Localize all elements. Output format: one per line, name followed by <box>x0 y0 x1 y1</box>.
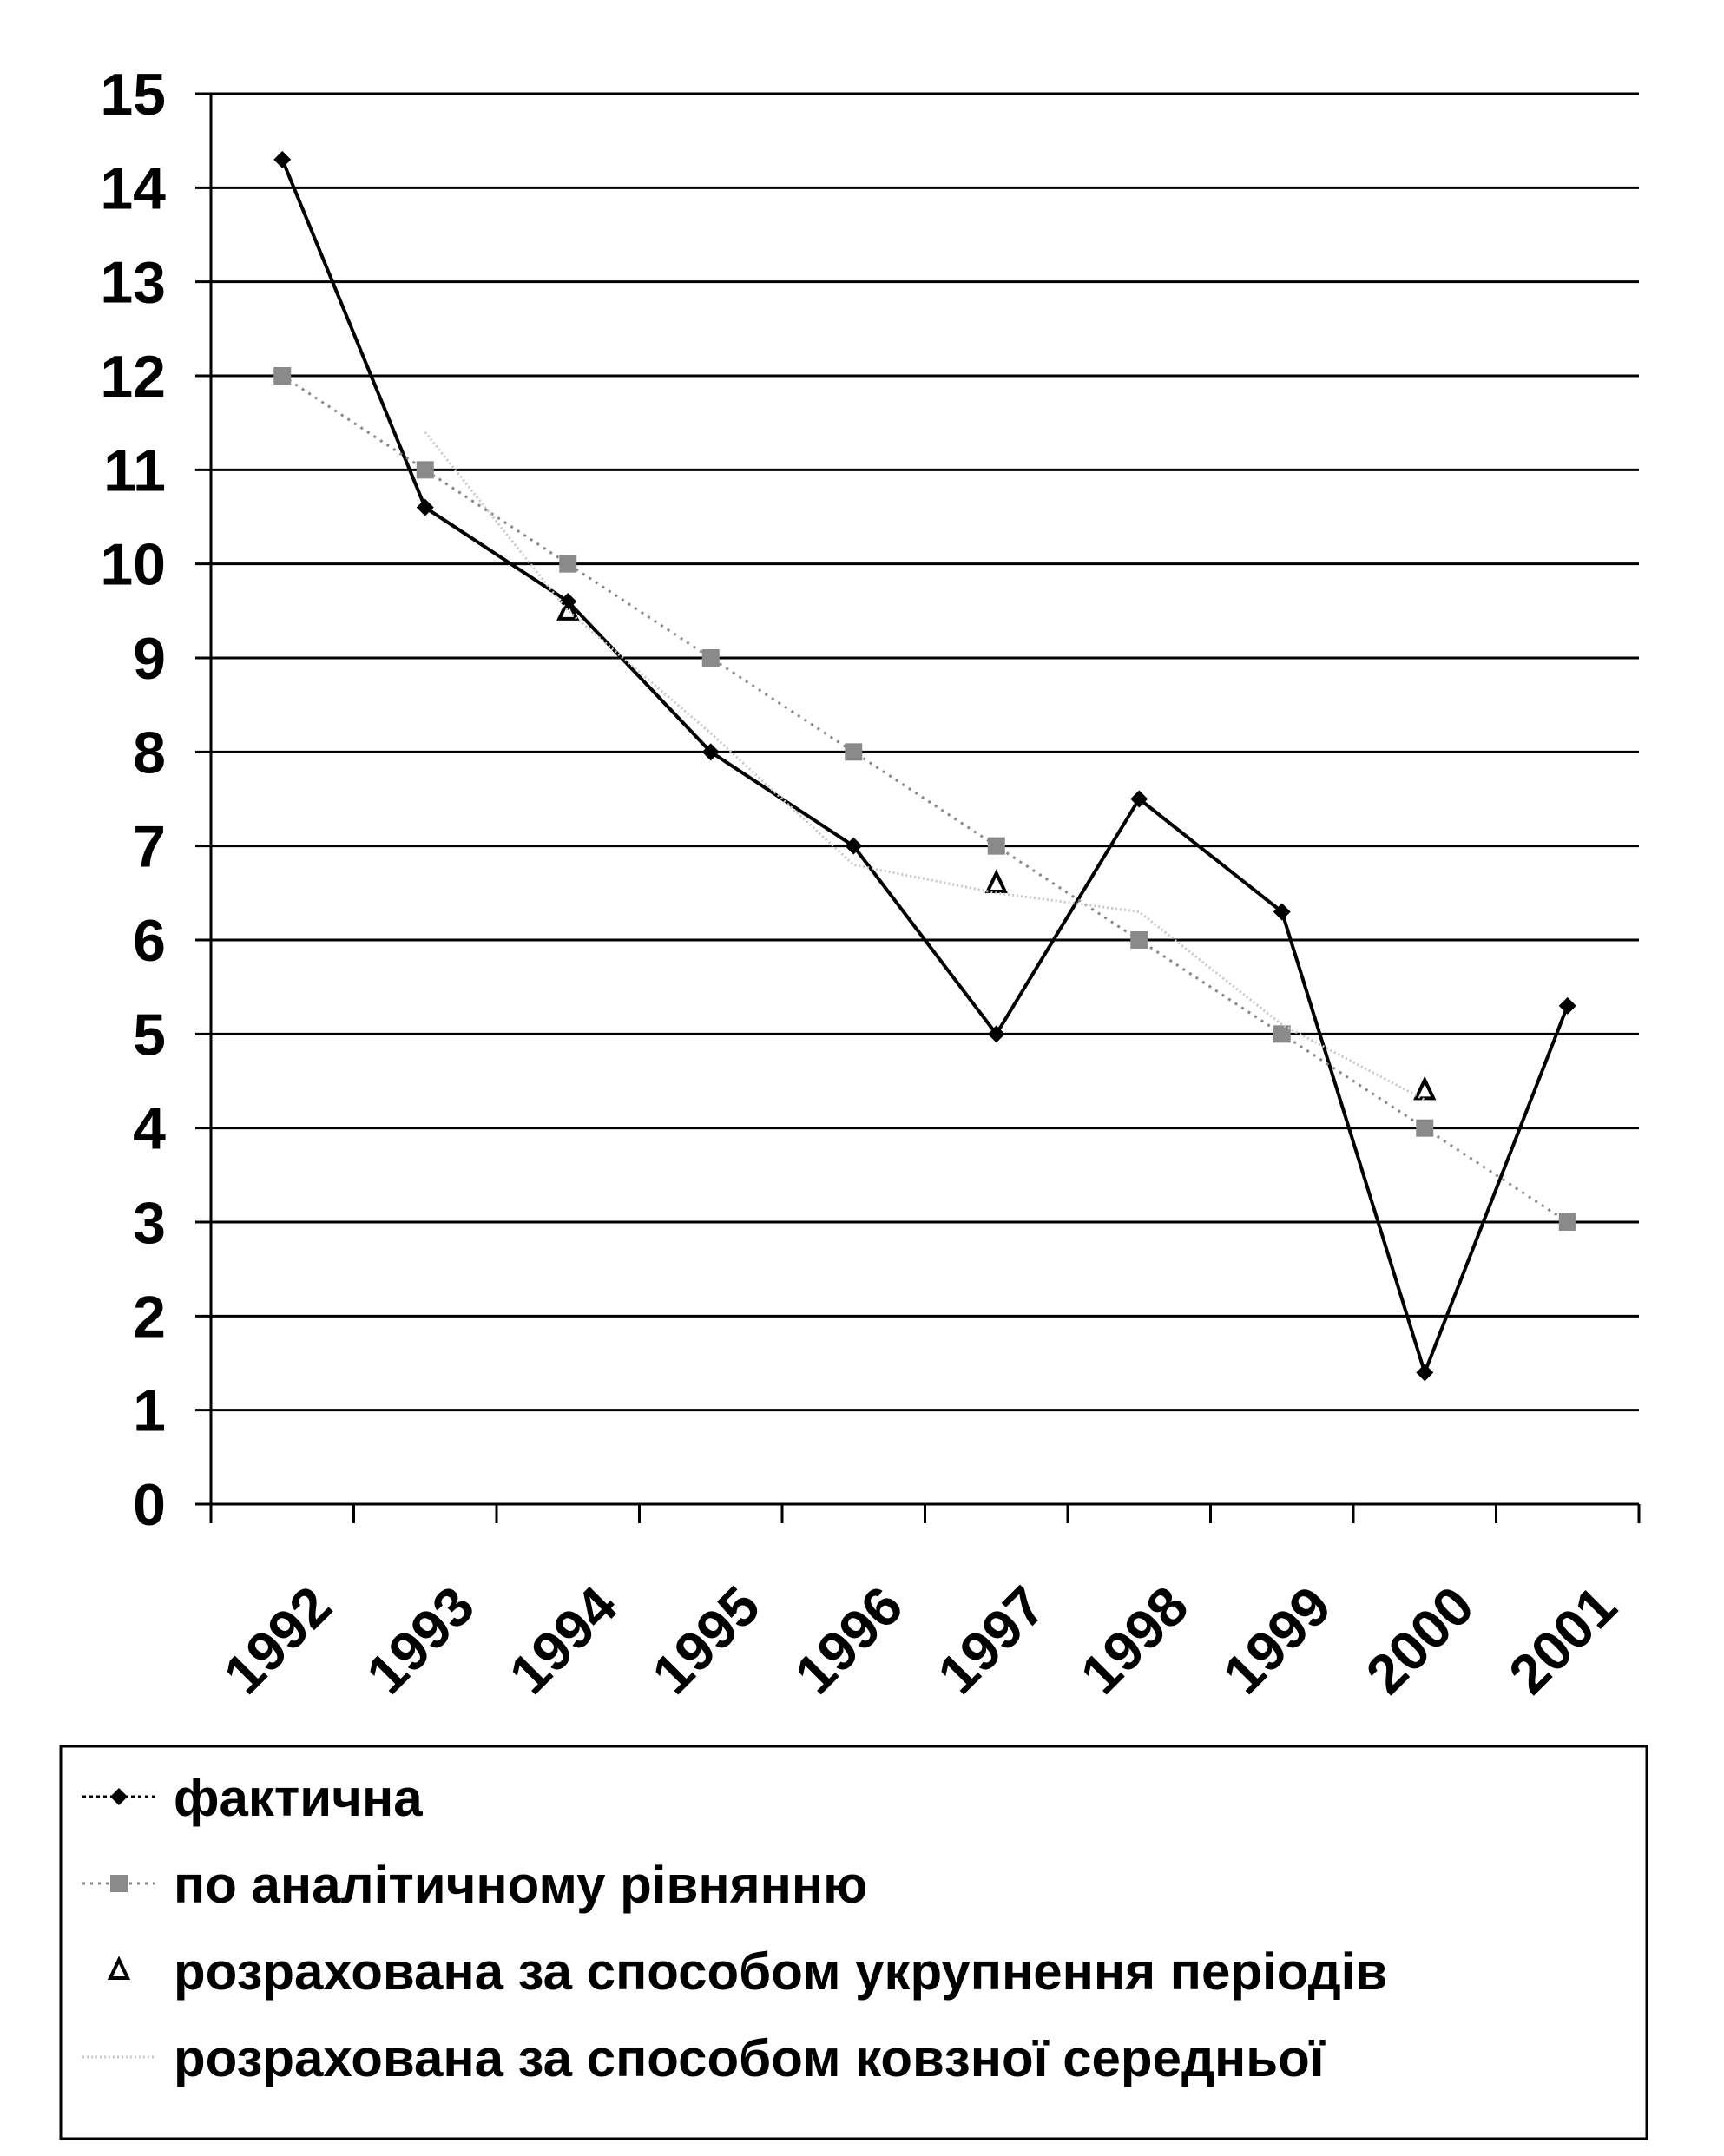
y-tick-label: 12 <box>100 344 166 410</box>
y-tick-label: 14 <box>100 155 166 222</box>
data-point <box>559 555 576 573</box>
y-tick-label: 1 <box>133 1377 166 1444</box>
y-tick-label: 5 <box>133 1002 166 1068</box>
legend-item-3 <box>110 1942 1387 2001</box>
y-tick-label: 8 <box>133 720 166 786</box>
x-tick-label: 2000 <box>1353 1574 1486 1706</box>
y-tick-label: 2 <box>133 1284 166 1351</box>
data-point <box>417 461 434 478</box>
legend-label: розрахована за способом укрупнення періодів <box>174 1942 1388 2001</box>
data-point <box>1416 1120 1433 1137</box>
legend-label: по аналітичному рівнянню <box>174 1856 868 1914</box>
data-point <box>273 367 291 385</box>
legend-label: розрахована за способом ковзної середньої <box>174 2029 1325 2087</box>
x-tick-label: 1997 <box>925 1574 1057 1706</box>
legend-label: фактична <box>174 1769 423 1827</box>
x-tick-label: 1992 <box>211 1574 344 1706</box>
x-tick-label: 1995 <box>640 1574 772 1706</box>
legend <box>61 1746 1647 2139</box>
data-point <box>702 649 720 667</box>
legend-marker <box>110 1875 128 1892</box>
y-tick-label: 10 <box>100 531 166 598</box>
data-point <box>1130 931 1148 949</box>
y-tick-label: 11 <box>103 437 166 504</box>
y-tick-label: 7 <box>133 813 166 880</box>
legend-item-4 <box>82 2029 1326 2087</box>
legend-item-2 <box>82 1856 867 1914</box>
data-point <box>988 838 1005 855</box>
y-tick-label: 13 <box>100 249 166 316</box>
x-tick-label: 1998 <box>1068 1574 1201 1706</box>
x-tick-label: 1993 <box>354 1574 486 1706</box>
y-tick-label: 4 <box>133 1095 166 1162</box>
y-tick-label: 15 <box>100 62 166 128</box>
y-tick-label: 9 <box>133 626 166 692</box>
data-point <box>845 743 862 760</box>
y-tick-label: 0 <box>133 1472 166 1538</box>
x-tick-label: 1999 <box>1211 1574 1343 1706</box>
x-tick-label: 2001 <box>1497 1574 1629 1706</box>
y-tick-label: 6 <box>133 908 166 974</box>
data-point <box>1559 1213 1576 1231</box>
y-tick-label: 3 <box>133 1190 166 1256</box>
x-tick-label: 1994 <box>497 1574 629 1706</box>
x-tick-label: 1996 <box>782 1574 915 1706</box>
